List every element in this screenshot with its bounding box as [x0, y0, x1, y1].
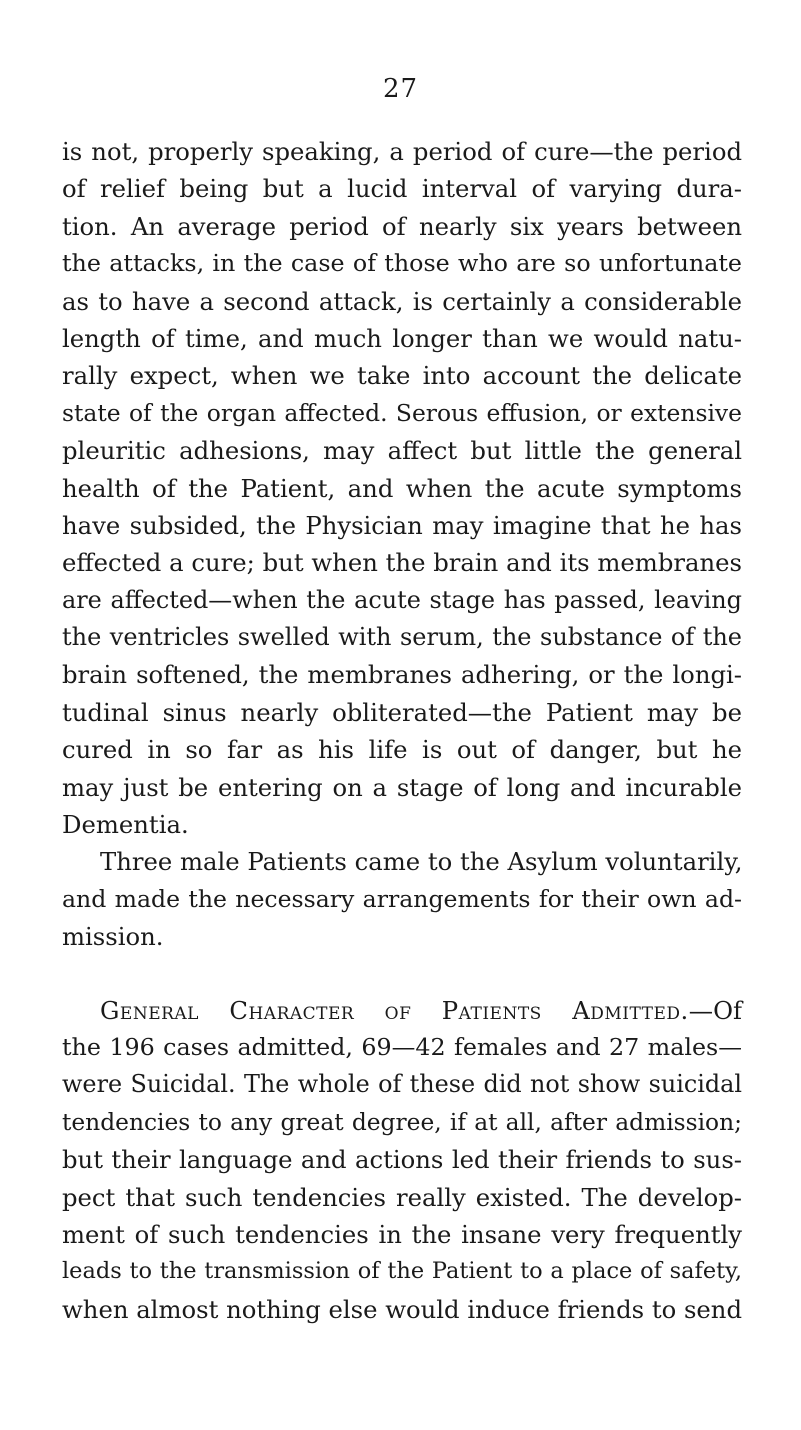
paragraph-general-character	[62, 992, 742, 1329]
text-line: brain softened, the membranes adhering, or the longi-	[62, 660, 742, 690]
page-number: 27	[382, 74, 419, 104]
text-line: length of time, and much longer than we would natu-	[62, 323, 742, 353]
paragraph-cure-period	[62, 133, 742, 843]
text-line: may just be entering on a stage of long and incurable	[62, 772, 742, 802]
text-line: pleuritic adhesions, may affect but little the general	[62, 436, 742, 466]
text-line: leads to the transmission of the Patient to a place of safety,	[62, 1258, 742, 1285]
text-line: Dementia.	[62, 810, 189, 840]
section-heading: General Character of Patients Admitted.	[100, 995, 689, 1025]
text-line: as to have a second attack, is certainly a considerable	[62, 286, 742, 316]
text-line: the ventricles swelled with serum, the substance of the	[62, 623, 742, 652]
text-line: are affected—when the acute stage has passed, leaving	[62, 585, 742, 614]
text-line: tudinal sinus nearly obliterated—the Patient may be	[62, 697, 742, 727]
text-line: is not, properly speaking, a period of cure—the period	[62, 137, 742, 166]
text-line: rally expect, when we take into account the delicate	[62, 361, 742, 391]
text-line: the attacks, in the case of those who are so unfortunate	[62, 249, 742, 278]
text-line: ment of such tendencies in the insane very frequently	[62, 1219, 742, 1249]
text-line: the 196 cases admitted, 69—42 females and 27 males—	[62, 1032, 742, 1061]
text-line: when almost nothing else would induce friends to send	[62, 1294, 742, 1324]
text-line: of relief being but a lucid interval of varying dura-	[62, 174, 742, 204]
section-gap	[62, 956, 742, 992]
heading-continuation: —Of	[688, 995, 742, 1025]
text-line: Three male Patients came to the Asylum voluntarily,	[100, 847, 743, 877]
paragraph-voluntary-patients	[62, 843, 742, 955]
text-line: but their language and actions led their friends to sus-	[62, 1145, 742, 1175]
text-line: health of the Patient, and when the acute symptoms	[62, 473, 742, 503]
text-line: mission.	[62, 922, 164, 952]
text-line: pect that such tendencies really existed. The develop-	[62, 1182, 742, 1212]
text-line: effected a cure; but when the brain and its membranes	[62, 548, 742, 578]
text-line: have subsided, the Physician may imagine that he has	[62, 510, 742, 540]
text-line: and made the necessary arrangements for their own ad-	[62, 884, 742, 913]
text-line: tendencies to any great degree, if at all, after admission;	[62, 1107, 742, 1136]
section-heading-line	[62, 992, 742, 1029]
page-body	[62, 133, 742, 1328]
text-line: were Suicidal. The whole of these did not show suicidal	[62, 1070, 742, 1099]
text-line: cured in so far as his life is out of danger, but he	[62, 735, 742, 765]
text-line: tion. An average period of nearly six years between	[62, 211, 742, 241]
text-line: state of the organ affected. Serous effusion, or extensive	[62, 398, 742, 427]
